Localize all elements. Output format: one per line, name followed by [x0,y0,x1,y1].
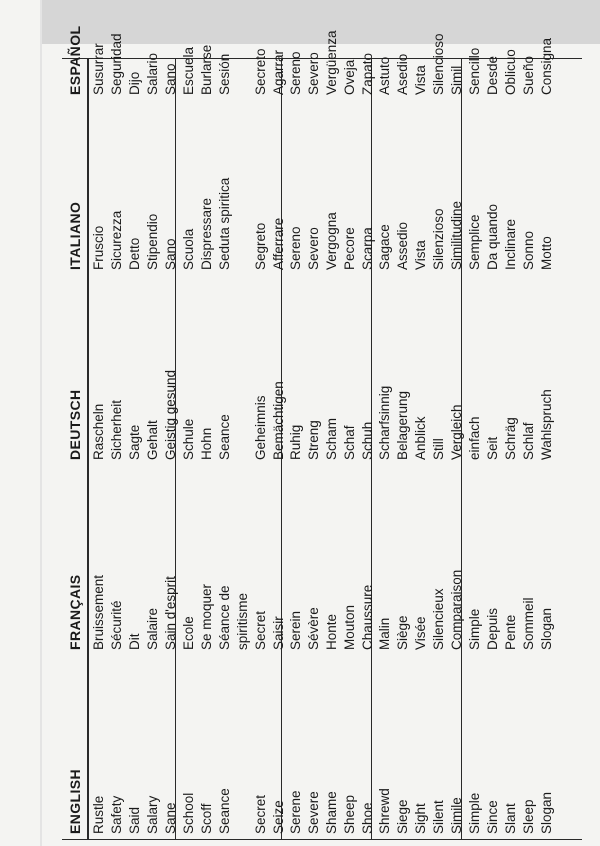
table-cell: Simple [467,608,482,650]
table-cell: Geistig gesund [162,369,178,460]
table-cell: Sano [162,63,178,95]
table-cell: Consigna [538,37,554,95]
table-cell: Sereno [288,226,303,270]
table-cell: Slogan [538,791,554,834]
table-cell: Asedio [394,53,410,95]
table-cell: Vergogna [323,212,339,270]
table-cell: Serein [288,610,303,650]
table-cell: Silent [430,800,446,834]
table-cell: Secreto [252,48,268,95]
table-cell: Secret [252,794,268,834]
table-cell: Detto [126,237,142,270]
table-cell: Burlarse [198,44,214,95]
table-cell: Sano [162,238,178,270]
table-cell: Escuela [181,46,196,95]
column-header-3: DEUTSCH [67,389,83,460]
column-header-2: FRANÇAIS [67,574,83,650]
table-cell: Se moquer [198,583,214,650]
table-cell: Hohn [198,427,214,460]
table-cell: Seance [216,788,232,834]
table-cell: Vista [412,240,428,270]
table-cell: einfach [467,416,482,460]
table-cell: School [181,792,196,834]
page-edge [40,0,42,846]
table-cell: Severo [305,227,321,270]
header-separator [87,58,89,840]
table-cell: Silencioso [430,33,446,95]
table-cell: Sencillo [467,47,482,95]
table-cell: Ruhig [288,424,303,460]
table-cell: Sécurité [108,600,124,650]
table-cell: spiritisme [234,592,250,650]
table-cell: Mouton [341,604,357,650]
table-cell: Similitudine [448,200,464,270]
table-cell: Slogan [538,607,554,650]
table-cell: Sévère [305,607,321,650]
table-cell: Dijo [126,71,142,95]
table-cell: Vergleich [448,404,464,460]
table-cell: Shrewd [377,788,392,834]
table-cell: Seguridad [108,33,124,95]
table-cell: Chaussure [359,584,375,650]
table-cell: Schräg [502,417,518,460]
table-cell: Séance de [216,585,232,650]
table-cell: Salary [144,795,160,834]
table-cell: Said [126,806,142,834]
table-cell: Anblick [412,416,428,460]
table-cell: Astuto [377,56,392,95]
table-cell: Oveja [341,59,357,95]
table-cell: Schuh [359,421,375,460]
table-cell: Schlaf [520,422,536,460]
table-cell: Sane [162,802,178,834]
table-cell: Silenzioso [430,208,446,270]
table-cell: Oblicuo [502,49,518,95]
table-cell: Sonno [520,230,536,270]
table-cell: Sueño [520,55,536,95]
table-cell: Scharfsinnig [377,385,392,460]
table-cell: Wahlspruch [538,389,554,460]
table-cell: Dispressare [198,197,214,270]
table-cell: Fruscio [91,225,106,270]
column-header-1: ENGLISH [67,768,83,834]
table-cell: Vergüenza [323,30,339,95]
table-cell: Bruissement [91,574,106,650]
table-cell: Sagace [377,224,392,270]
table-cell: Stipendio [144,213,160,270]
table-cell: Sicurezza [108,210,124,270]
table-cell: Simile [448,797,464,834]
table-cell: Semplice [467,214,482,270]
table-cell: Siège [394,615,410,650]
table-cell: Sain d'esprit [162,576,178,650]
vocabulary-table [62,25,582,840]
column-header-5: ESPAÑOL [67,25,83,95]
table-cell: Pecore [341,227,357,270]
table-cell: Sagte [126,424,142,460]
table-cell: Pente [502,614,518,650]
table-cell: Sleep [520,799,536,834]
table-cell: Severo [305,52,321,95]
table-cell: Depuis [484,607,500,650]
table-border-left [62,839,582,840]
table-cell: Rustle [91,795,106,834]
table-cell: Sicherheit [108,399,124,460]
table-cell: Seduta spiritica [216,177,232,270]
table-cell: Motto [538,236,554,270]
table-cell: Seize [270,800,286,834]
table-cell: Sereno [288,51,303,95]
table-cell: Schule [181,418,196,460]
table-cell: Simple [467,792,482,834]
table-cell: Afferrare [270,217,286,270]
table-cell: Sommeil [520,597,536,650]
table-cell: Safety [108,795,124,834]
table-cell: Serene [288,790,303,834]
table-cell: Salario [144,52,160,95]
table-cell: Since [484,800,500,834]
table-cell: Scuola [181,228,196,270]
table-cell: Susurrar [91,43,106,95]
table-cell: Seit [484,436,500,460]
table-cell: Agarrar [270,49,286,95]
table-cell: Scarpa [359,227,375,270]
table-cell: Sheep [341,794,357,834]
table-cell: Bemächtigen [270,381,286,460]
table-cell: Malin [377,617,392,650]
table-cell: Ecole [181,616,196,650]
table-cell: Siege [394,799,410,834]
table-cell: Zapato [359,52,375,95]
table-cell: Gehalt [144,420,160,460]
table-cell: Severe [305,791,321,834]
table-cell: Shoe [359,802,375,834]
table-cell: Still [430,438,446,460]
table-cell: Geheimnis [252,395,268,460]
table-cell: Shame [323,791,339,834]
table-cell: Da quando [484,203,500,270]
table-cell: Slant [502,803,518,834]
table-cell: Sesión [216,53,232,95]
table-cell: Honte [323,613,339,650]
column-header-4: ITALIANO [67,201,83,270]
table-cell: Inclinare [502,218,518,270]
table-cell: Segreto [252,222,268,270]
table-cell: Comparaison [448,569,464,650]
table-cell: Dit [126,633,142,650]
table-cell: Desde [484,55,500,95]
table-cell: Seance [216,414,232,460]
table-cell: Silencieux [430,588,446,650]
table-cell: Rascheln [91,403,106,460]
table-cell: Secret [252,610,268,650]
table-cell: Vista [412,65,428,95]
table-cell: Belagerung [394,390,410,460]
table-cell: Schaf [341,425,357,460]
table-cell: Salaire [144,607,160,650]
table-cell: Saisir [270,616,286,650]
table-cell: Scham [323,417,339,460]
table-cell: Simil [448,65,464,95]
table-cell: Streng [305,420,321,460]
table-cell: Sight [412,803,428,834]
table-cell: Scoff [198,803,214,834]
table-cell: Assedio [394,221,410,270]
table-cell: Visée [412,616,428,650]
